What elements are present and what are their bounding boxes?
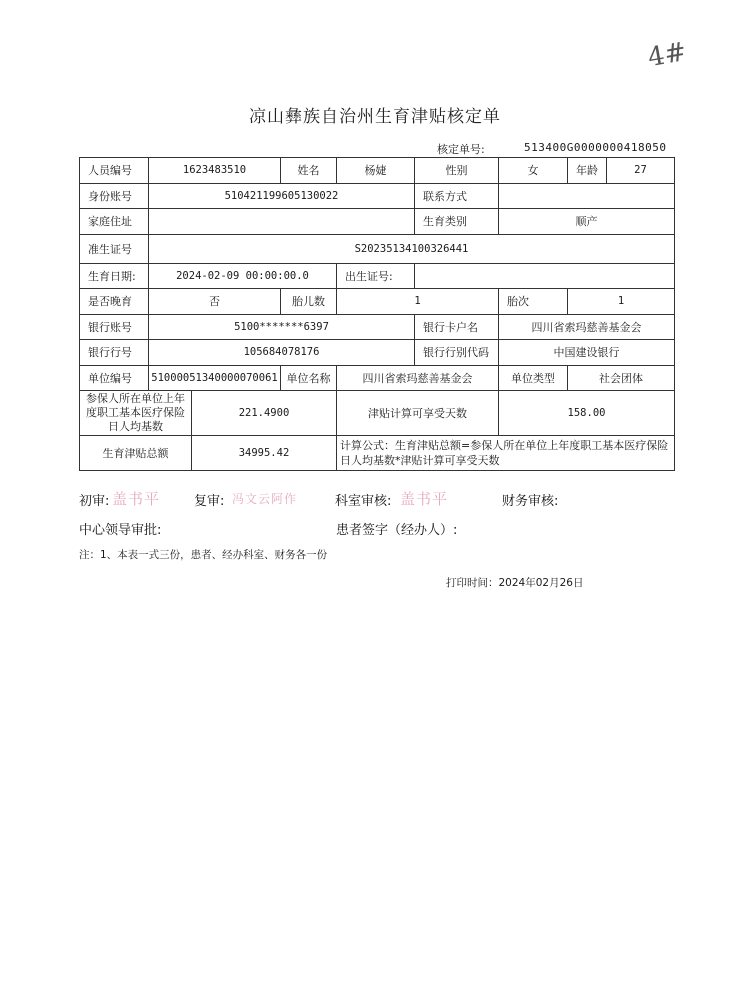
bank-code-value: 中国建设银行 bbox=[499, 340, 675, 366]
contact-label: 联系方式 bbox=[415, 183, 499, 209]
subsidy-days-label: 津贴计算可享受天数 bbox=[337, 391, 499, 436]
name-value: 杨婕 bbox=[337, 158, 415, 184]
id-number-value: 510421199605130022 bbox=[149, 183, 415, 209]
employee-id-value: 1623483510 bbox=[149, 158, 281, 184]
unit-id-value: 51000051340000070061 bbox=[149, 365, 281, 391]
fetus-count-value: 1 bbox=[337, 289, 499, 315]
form-note: 注：1、本表一式三份，患者、经办科室、财务各一份 bbox=[79, 549, 328, 561]
formula-text: 计算公式：生育津贴总额=参保人所在单位上年度职工基本医疗保险日人均基数*津贴计算可享受天数 bbox=[337, 436, 675, 471]
table-row bbox=[80, 365, 675, 391]
unit-name-value: 四川省索玛慈善基金会 bbox=[337, 365, 499, 391]
employee-id-label: 人员编号 bbox=[80, 158, 149, 184]
table-row bbox=[80, 209, 675, 235]
id-number-label: 身份账号 bbox=[80, 183, 149, 209]
subsidy-total-label: 生育津贴总额 bbox=[80, 436, 192, 471]
second-review-stamp: 冯文云阿作 bbox=[232, 492, 298, 506]
fetus-count-label: 胎儿数 bbox=[281, 289, 337, 315]
daily-base-label: 参保人所在单位上年度职工基本医疗保险日人均基数 bbox=[80, 391, 192, 436]
second-review-label: 复审: bbox=[194, 494, 225, 509]
patient-signature-label: 患者签字（经办人）: bbox=[336, 523, 458, 538]
daily-base-value: 221.4900 bbox=[192, 391, 337, 436]
parity-value: 1 bbox=[568, 289, 675, 315]
table-row bbox=[80, 314, 675, 340]
subsidy-days-value: 158.00 bbox=[499, 391, 675, 436]
birth-permit-label: 准生证号 bbox=[80, 234, 149, 263]
birth-cert-value bbox=[415, 263, 675, 289]
account-name-label: 银行卡户名 bbox=[415, 314, 499, 340]
address-label: 家庭住址 bbox=[80, 209, 149, 235]
late-birth-value: 否 bbox=[149, 289, 281, 315]
gender-label: 性别 bbox=[415, 158, 499, 184]
table-row bbox=[80, 340, 675, 366]
initial-review-stamp: 盖书平 bbox=[112, 490, 161, 508]
doc-number-value: 513400G0000000418050 bbox=[524, 141, 667, 154]
page-title: 凉山彝族自治州生育津贴核定单 bbox=[249, 107, 501, 127]
age-value: 27 bbox=[607, 158, 675, 184]
unit-name-label: 单位名称 bbox=[281, 365, 337, 391]
bank-number-value: 105684078176 bbox=[149, 340, 415, 366]
bank-account-value: 5100*******6397 bbox=[149, 314, 415, 340]
birth-cert-label: 出生证号: bbox=[337, 263, 415, 289]
table-row bbox=[80, 183, 675, 209]
finance-review-label: 财务审核: bbox=[502, 494, 559, 509]
table-row bbox=[80, 436, 675, 471]
subsidy-total-value: 34995.42 bbox=[192, 436, 337, 471]
unit-type-value: 社会团体 bbox=[568, 365, 675, 391]
birth-date-value: 2024-02-09 00:00:00.0 bbox=[149, 263, 337, 289]
gender-value: 女 bbox=[499, 158, 568, 184]
table-row bbox=[80, 391, 675, 436]
print-time: 打印时间：2024年02月26日 bbox=[446, 577, 584, 589]
handwritten-page-number: 4# bbox=[645, 36, 689, 74]
bank-account-label: 银行账号 bbox=[80, 314, 149, 340]
unit-type-label: 单位类型 bbox=[499, 365, 568, 391]
birth-permit-value: S20235134100326441 bbox=[149, 234, 675, 263]
initial-review-label: 初审: bbox=[79, 494, 110, 509]
address-value bbox=[149, 209, 415, 235]
table-row bbox=[80, 158, 675, 184]
bank-code-label: 银行行别代码 bbox=[415, 340, 499, 366]
dept-review-stamp: 盖书平 bbox=[400, 490, 449, 508]
dept-review-label: 科室审核: bbox=[335, 494, 392, 509]
center-approval-label: 中心领导审批: bbox=[79, 523, 162, 538]
name-label: 姓名 bbox=[281, 158, 337, 184]
account-name-value: 四川省索玛慈善基金会 bbox=[499, 314, 675, 340]
birth-type-label: 生育类别 bbox=[415, 209, 499, 235]
contact-value bbox=[499, 183, 675, 209]
late-birth-label: 是否晚育 bbox=[80, 289, 149, 315]
birth-date-label: 生育日期: bbox=[80, 263, 149, 289]
bank-number-label: 银行行号 bbox=[80, 340, 149, 366]
unit-id-label: 单位编号 bbox=[80, 365, 149, 391]
table-row bbox=[80, 234, 675, 263]
birth-type-value: 顺产 bbox=[499, 209, 675, 235]
table-row bbox=[80, 289, 675, 315]
subsidy-form-table bbox=[79, 157, 675, 471]
parity-label: 胎次 bbox=[499, 289, 568, 315]
table-row bbox=[80, 263, 675, 289]
doc-number-label: 核定单号: bbox=[437, 143, 485, 156]
age-label: 年龄 bbox=[568, 158, 607, 184]
